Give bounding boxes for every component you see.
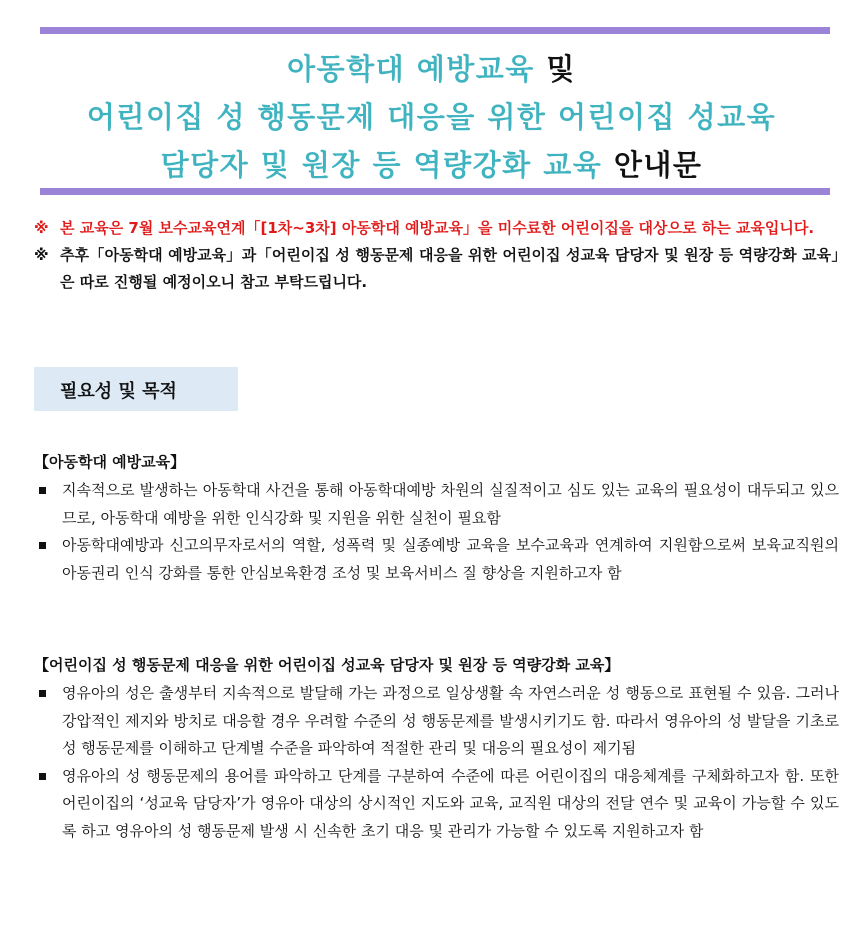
bullet-list-sex-education: [34, 680, 839, 845]
list-item-text: 영유아의 성은 출생부터 지속적으로 발달해 가는 과정으로 일상생활 속 자연스러운 성 행동으로 표현될 수 있음. 그러나 강압적인 제지와 방치로 대응할 경우 우려할 수준의 성 행동문제를 발생시키기도 함. 따라서 영유아의 성 발달을 기초로 성 행동문제를 이해하고 단계별 수준을 파악하여 적절한 관리 및 대응의 필요성이 제기됨: [62, 684, 839, 757]
title-line-3-tail: 안내문: [613, 148, 703, 182]
list-item: [34, 680, 839, 763]
notice-text: 본 교육은 7월 보수교육연계「[1차~3차] 아동학대 예방교육」을 미수료한 어린이집을 대상으로 하는 교육입니다.: [60, 219, 815, 237]
notice-item: [34, 215, 839, 242]
list-item-text: 영유아의 성 행동문제의 용어를 파악하고 단계를 구분하여 수준에 따른 어린이집의 대응체계를 구체화하고자 함. 또한 어린이집의 ‘성교육 담당자’가 영유아 대상의 상시적인 지도와 교육, 교직원 대상의 전달 연수 및 교육이 가능할 수 있도록 하고 영유아의 성 행동문제 발생 시 신속한 초기 대응 및 관리가 가능할 수 있도록 지원하고자 함: [62, 766, 839, 840]
top-divider: [40, 27, 830, 34]
title-line-3: [0, 143, 863, 184]
title-line-2: 어린이집 성 행동문제 대응을 위한 어린이집 성교육: [86, 100, 777, 134]
subsection-heading-sex-education: 【어린이집 성 행동문제 대응을 위한 어린이집 성교육 담당자 및 원장 등 역량강화 교육】: [34, 656, 620, 674]
square-bullet-icon: [34, 763, 62, 846]
notice-list: [34, 215, 839, 296]
square-bullet-icon: [34, 532, 62, 587]
reference-mark-icon: ※: [34, 219, 49, 237]
title-line-3-main: 담당자 및 원장 등 역량강화 교육: [160, 148, 603, 182]
bottom-divider: [40, 188, 830, 195]
list-item: [34, 763, 839, 846]
list-item-text: 지속적으로 발생하는 아동학대 사건을 통해 아동학대예방 차원의 실질적이고 심도 있는 교육의 필요성이 대두되고 있으므로, 아동학대 예방을 위한 인식강화 및 지원을 위한 실천이 필요함: [62, 481, 839, 527]
title-line-1-main: 아동학대 예방교육: [287, 52, 535, 86]
title-line-1-tail: 및: [546, 52, 576, 86]
square-bullet-icon: [34, 477, 62, 532]
bullet-list-abuse-prevention: [34, 477, 839, 587]
list-item-text: 아동학대예방과 신고의무자로서의 역할, 성폭력 및 실종예방 교육을 보수교육과 연계하여 지원함으로써 보육교직원의 아동권리 인식 강화를 통한 안심보육환경 조성 및 보육서비스 질 향상을 지원하고자 함: [62, 536, 839, 582]
notice-text: 추후「아동학대 예방교육」과「어린이집 성 행동문제 대응을 위한 어린이집 성교육 담당자 및 원장 등 역량강화 교육」은 따로 진행될 예정이오니 참고 부탁드립니다.: [60, 246, 839, 291]
reference-mark-icon: ※: [34, 246, 49, 264]
section-heading-box: [34, 367, 238, 411]
title-line-1: [0, 47, 863, 88]
notice-item: [34, 242, 839, 296]
list-item: [34, 532, 839, 587]
list-item: [34, 477, 839, 532]
square-bullet-icon: [34, 680, 62, 763]
subsection-heading-abuse-prevention: 【아동학대 예방교육】: [34, 453, 186, 471]
section-heading: 필요성 및 목적: [60, 381, 177, 402]
